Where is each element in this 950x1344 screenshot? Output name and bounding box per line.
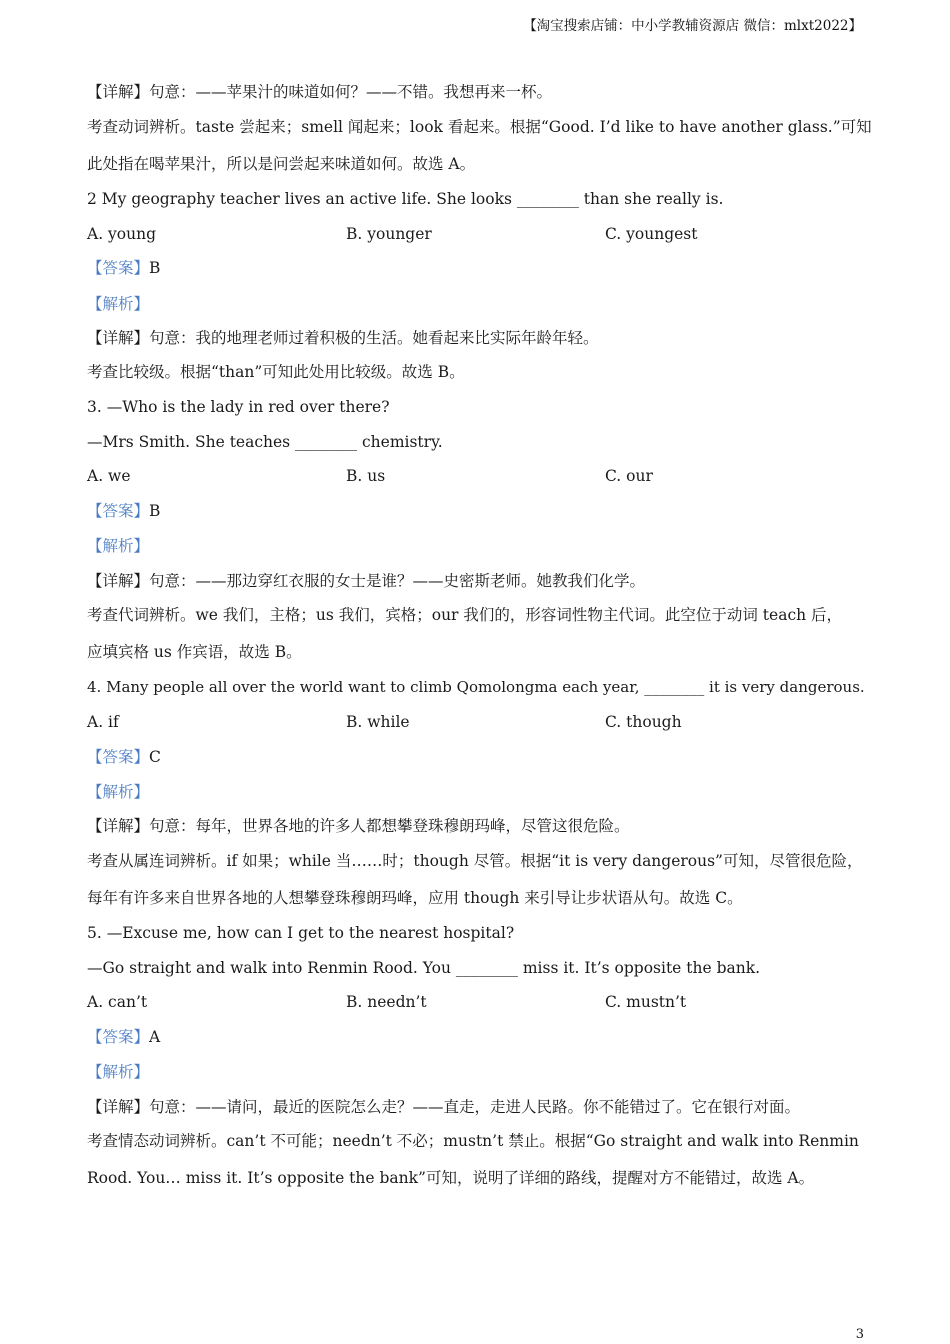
q3-option-c: C. our: [605, 467, 653, 485]
q3-option-a: A. we: [87, 467, 131, 485]
q1-analysis-line2: 此处指在喝苹果汁，所以是问尝起来味道如何。故选 A。: [87, 155, 476, 173]
q1-detail: 【详解】句意：——苹果汁的味道如何？——不错。我想再来一杯。: [87, 83, 553, 101]
q2-detail: 【详解】句意：我的地理老师过着积极的生活。她看起来比实际年龄年轻。: [87, 329, 599, 347]
q2-option-b: B. younger: [346, 225, 432, 243]
q5-parse-label: 【解析】: [87, 1063, 150, 1081]
q4-option-a: A. if: [87, 713, 119, 731]
q3-stem-line1: 3. —Who is the lady in red over there?: [87, 398, 390, 416]
q3-answer: [87, 501, 160, 521]
q4-analysis-line2: 每年有许多来自世界各地的人想攀登珠穆朗玛峰，应用 though 来引导让步状语从句。故选 C。: [87, 889, 743, 907]
q4-analysis-line1: 考查从属连词辨析。if 如果；while 当……时；though 尽管。根据“it is very dangerous”可知，尽管很危险，: [87, 852, 863, 870]
answer-value: B: [149, 259, 161, 277]
q5-option-a: A. can’t: [87, 993, 148, 1011]
q3-option-b: B. us: [346, 467, 386, 485]
q3-detail: 【详解】句意：——那边穿红衣服的女士是谁？——史密斯老师。她教我们化学。: [87, 572, 646, 590]
q2-answer: [87, 258, 160, 278]
page-number: 3: [855, 1327, 864, 1342]
answer-label: 【答案】: [87, 1028, 150, 1046]
q4-answer: [87, 747, 161, 767]
q5-option-c: C. mustn’t: [605, 993, 687, 1011]
q3-analysis-line2: 应填宾格 us 作宾语，故选 B。: [87, 643, 302, 661]
q2-parse-label: 【解析】: [87, 295, 150, 313]
q5-option-b: B. needn’t: [346, 993, 427, 1011]
q2-stem: 2 My geography teacher lives an active life. She looks ________ than she really is.: [87, 190, 724, 208]
answer-label: 【答案】: [87, 748, 150, 766]
q5-stem-line1: 5. —Excuse me, how can I get to the nearest hospital?: [87, 924, 515, 942]
q4-option-b: B. while: [346, 713, 410, 731]
q5-analysis-line1: 考查情态动词辨析。can’t 不可能；needn’t 不必；mustn’t 禁止。根据“Go straight and walk into Renmin: [87, 1132, 859, 1150]
q1-analysis-line1: 考查动词辨析。taste 尝起来；smell 闻起来；look 看起来。根据“Good. I’d like to have another glass.”可知: [87, 118, 872, 136]
answer-value: C: [149, 748, 161, 766]
q2-option-a: A. young: [87, 225, 157, 243]
q4-detail: 【详解】句意：每年，世界各地的许多人都想攀登珠穆朗玛峰，尽管这很危险。: [87, 817, 630, 835]
q5-detail: 【详解】句意：——请问，最近的医院怎么走？——直走，走进人民路。你不能错过了。它在银行对面。: [87, 1098, 801, 1116]
q4-stem: 4. Many people all over the world want to climb Qomolongma each year, ________ it is very dangerous.: [87, 678, 865, 696]
q3-analysis-line1: 考查代词辨析。we 我们，主格；us 我们，宾格；our 我们的，形容词性物主代词。此空位于动词 teach 后，: [87, 606, 843, 624]
answer-label: 【答案】: [87, 259, 150, 277]
page-header: 【淘宝搜索店铺：中小学教辅资源店 微信：mlxt2022】: [523, 18, 862, 34]
q4-parse-label: 【解析】: [87, 783, 150, 801]
answer-value: A: [149, 1028, 161, 1046]
q3-stem-line2: —Mrs Smith. She teaches ________ chemistry.: [87, 433, 443, 451]
answer-label: 【答案】: [87, 502, 150, 520]
q5-answer: [87, 1027, 160, 1047]
q2-analysis-line1: 考查比较级。根据“than”可知此处用比较级。故选 B。: [87, 363, 465, 381]
answer-value: B: [149, 502, 161, 520]
q5-analysis-line2: Rood. You… miss it. It’s opposite the bank”可知，说明了详细的路线，提醒对方不能错过，故选 A。: [87, 1169, 815, 1187]
q2-option-c: C. youngest: [605, 225, 698, 243]
q5-stem-line2: —Go straight and walk into Renmin Rood. You ________ miss it. It’s opposite the bank.: [87, 959, 761, 977]
q4-option-c: C. though: [605, 713, 682, 731]
q3-parse-label: 【解析】: [87, 537, 150, 555]
